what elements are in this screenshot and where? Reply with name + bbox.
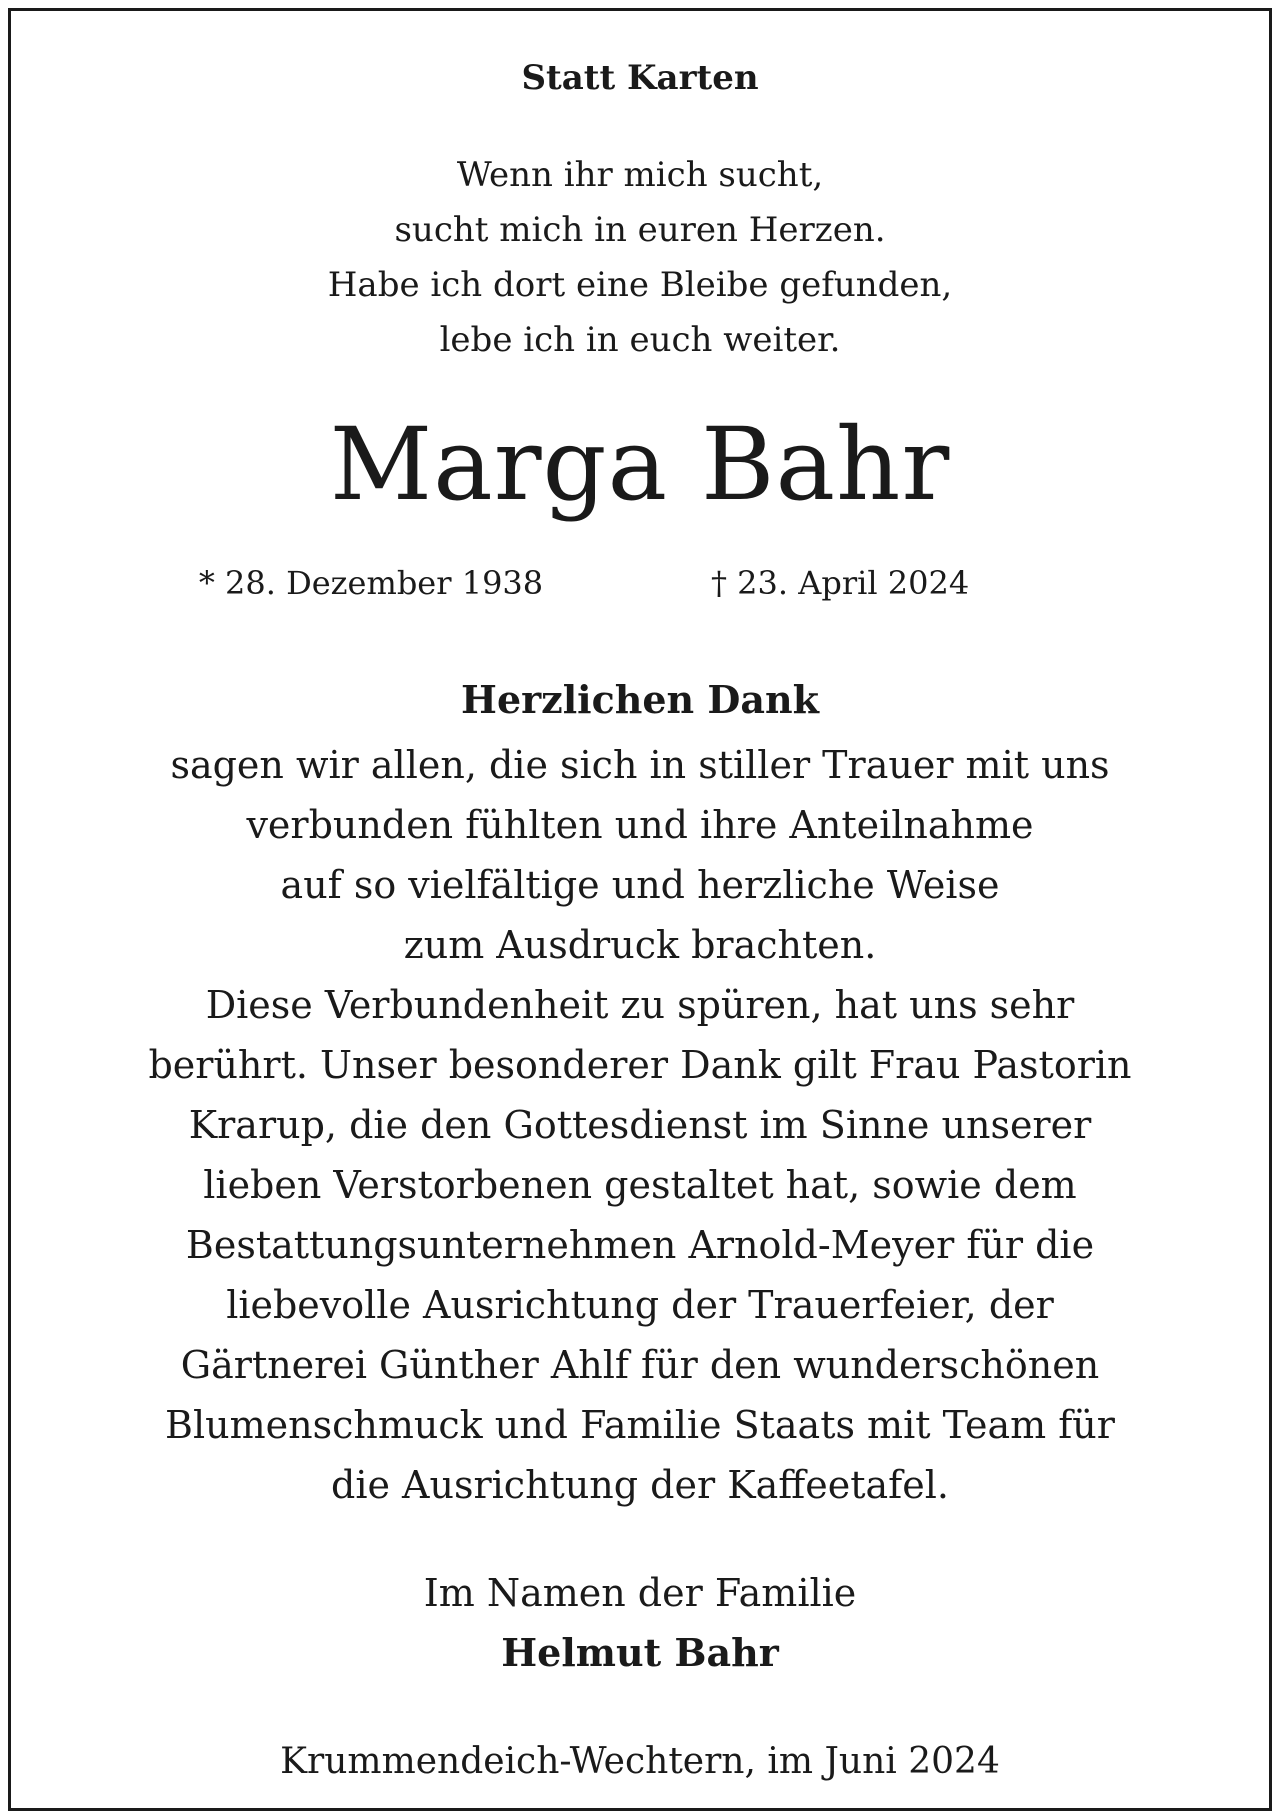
body-line: zum Ausdruck brachten. <box>403 923 877 967</box>
body-line: liebevolle Ausrichtung der Trauerfeier, der <box>226 1283 1054 1327</box>
poem-line: Wenn ihr mich sucht, <box>456 155 824 195</box>
body-line: Bestattungsunternehmen Arnold-Meyer für die <box>185 1223 1095 1267</box>
death-date: † 23. April 2024 <box>711 564 970 602</box>
body-line: die Ausrichtung der Kaffeetafel. <box>331 1463 949 1507</box>
deceased-name: Marga Bahr <box>329 406 951 523</box>
poem-line: lebe ich in euch weiter. <box>439 320 841 360</box>
body-line: Blumenschmuck und Familie Staats mit Team für <box>165 1403 1115 1447</box>
poem-line: Habe ich dort eine Bleibe gefunden, <box>327 265 953 305</box>
closing-line: Im Namen der Familie <box>423 1571 857 1615</box>
body-line: sagen wir allen, die sich in stiller Trauer mit uns <box>170 743 1110 787</box>
signer-name: Helmut Bahr <box>501 1630 779 1675</box>
body-line: lieben Verstorbenen gestaltet hat, sowie dem <box>203 1163 1077 1207</box>
body-line: verbunden fühlten und ihre Anteilnahme <box>246 803 1034 847</box>
birth-date: * 28. Dezember 1938 <box>198 564 544 602</box>
body-line: Krarup, die den Gottesdienst im Sinne unserer <box>188 1103 1092 1147</box>
body-line: auf so vielfältige und herzliche Weise <box>280 863 1000 907</box>
body-line: Diese Verbundenheit zu spüren, hat uns sehr <box>205 983 1075 1027</box>
poem <box>11 148 1269 368</box>
body-line: Gärtnerei Günther Ahlf für den wunderschönen <box>180 1343 1100 1387</box>
body-line: berührt. Unser besonderer Dank gilt Frau Pastorin <box>148 1043 1132 1087</box>
place-date: Krummendeich-Wechtern, im Juni 2024 <box>280 1741 1000 1782</box>
thanks-body <box>11 735 1269 1515</box>
notice-header: Statt Karten <box>521 58 759 98</box>
thanks-title: Herzlichen Dank <box>461 677 819 722</box>
poem-line: sucht mich in euren Herzen. <box>394 210 886 250</box>
notice-frame <box>8 8 1272 1811</box>
